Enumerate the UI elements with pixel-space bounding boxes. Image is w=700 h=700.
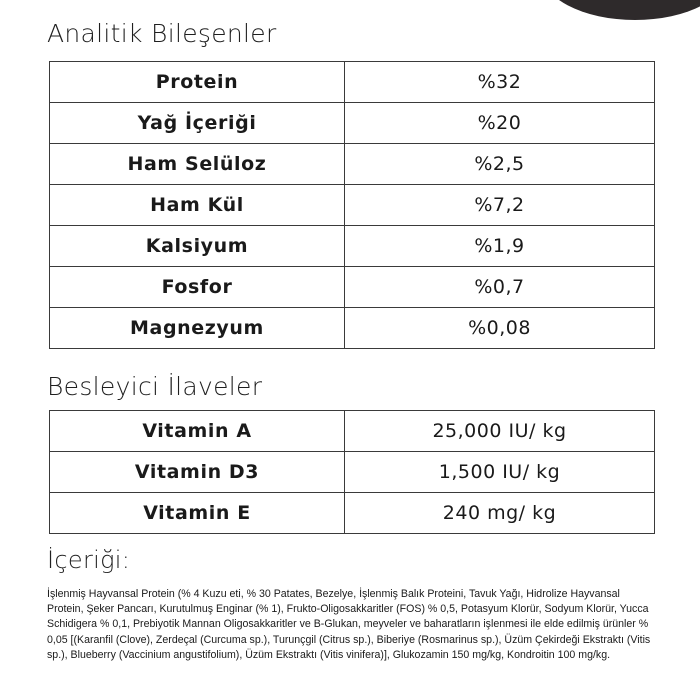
component-value: %2,5 [345, 144, 655, 185]
table-row [50, 226, 655, 267]
table-row [50, 452, 655, 493]
ingredients-text: İşlenmiş Hayvansal Protein (% 4 Kuzu eti, % 30 Patates, Bezelye, İşlenmiş Balık Proteini, Tavuk Yağı, Hidrolize Hayvansal Protein, Şeker Pancarı, Kurutulmuş Enginar (% 1), Frukto-Oligosakkaritler (FOS) % 0,5, Potasyum Klorür, Sodyum Klorür, Yucca Schidigera % 0,1, Prebiyotik Mannan Oligosakkaritler ve B-Glukan, meyveler ve baharatların işlenmesi ile elde edilmiş ürünler % 0,05 [(Karanfil (Clove), Zerdeçal (Curcuma sp.), Turunçgil (Citrus sp.), Biberiye (Rosmarinus sp.), Üzüm Çekirdeği Ekstraktı (Vitis sp.), Blueberry (Vaccinium angustifolium), Üzüm Ekstraktı (Vitis vinifera)], Glukozamin 150 mg/kg, Kondroitin 100 mg/kg. [47, 588, 651, 661]
component-value: %7,2 [345, 185, 655, 226]
ingredients-title: İçeriği: [47, 546, 131, 574]
table-row [50, 493, 655, 534]
analytic-components-title: Analitik Bileşenler [47, 19, 277, 48]
component-name: Fosfor [50, 267, 345, 308]
component-name: Protein [50, 62, 345, 103]
component-name: Magnezyum [50, 308, 345, 349]
component-name: Ham Selüloz [50, 144, 345, 185]
component-value: %0,08 [345, 308, 655, 349]
nutritional-additives-title: Besleyici İlaveler [47, 372, 263, 401]
component-value: %1,9 [345, 226, 655, 267]
additive-name: Vitamin D3 [50, 452, 345, 493]
component-value: %0,7 [345, 267, 655, 308]
additive-value: 25,000 IU/ kg [345, 411, 655, 452]
component-name: Yağ İçeriği [50, 103, 345, 144]
nutritional-additives-table [49, 410, 655, 534]
component-name: Ham Kül [50, 185, 345, 226]
additive-name: Vitamin A [50, 411, 345, 452]
table-row [50, 267, 655, 308]
additive-name: Vitamin E [50, 493, 345, 534]
table-row [50, 62, 655, 103]
additive-value: 240 mg/ kg [345, 493, 655, 534]
table-row [50, 411, 655, 452]
component-value: %20 [345, 103, 655, 144]
table-row [50, 144, 655, 185]
component-value: %32 [345, 62, 655, 103]
table-row [50, 308, 655, 349]
table-row [50, 103, 655, 144]
component-name: Kalsiyum [50, 226, 345, 267]
table-row [50, 185, 655, 226]
analytic-components-table [49, 61, 655, 349]
corner-decoration [540, 0, 700, 20]
additive-value: 1,500 IU/ kg [345, 452, 655, 493]
